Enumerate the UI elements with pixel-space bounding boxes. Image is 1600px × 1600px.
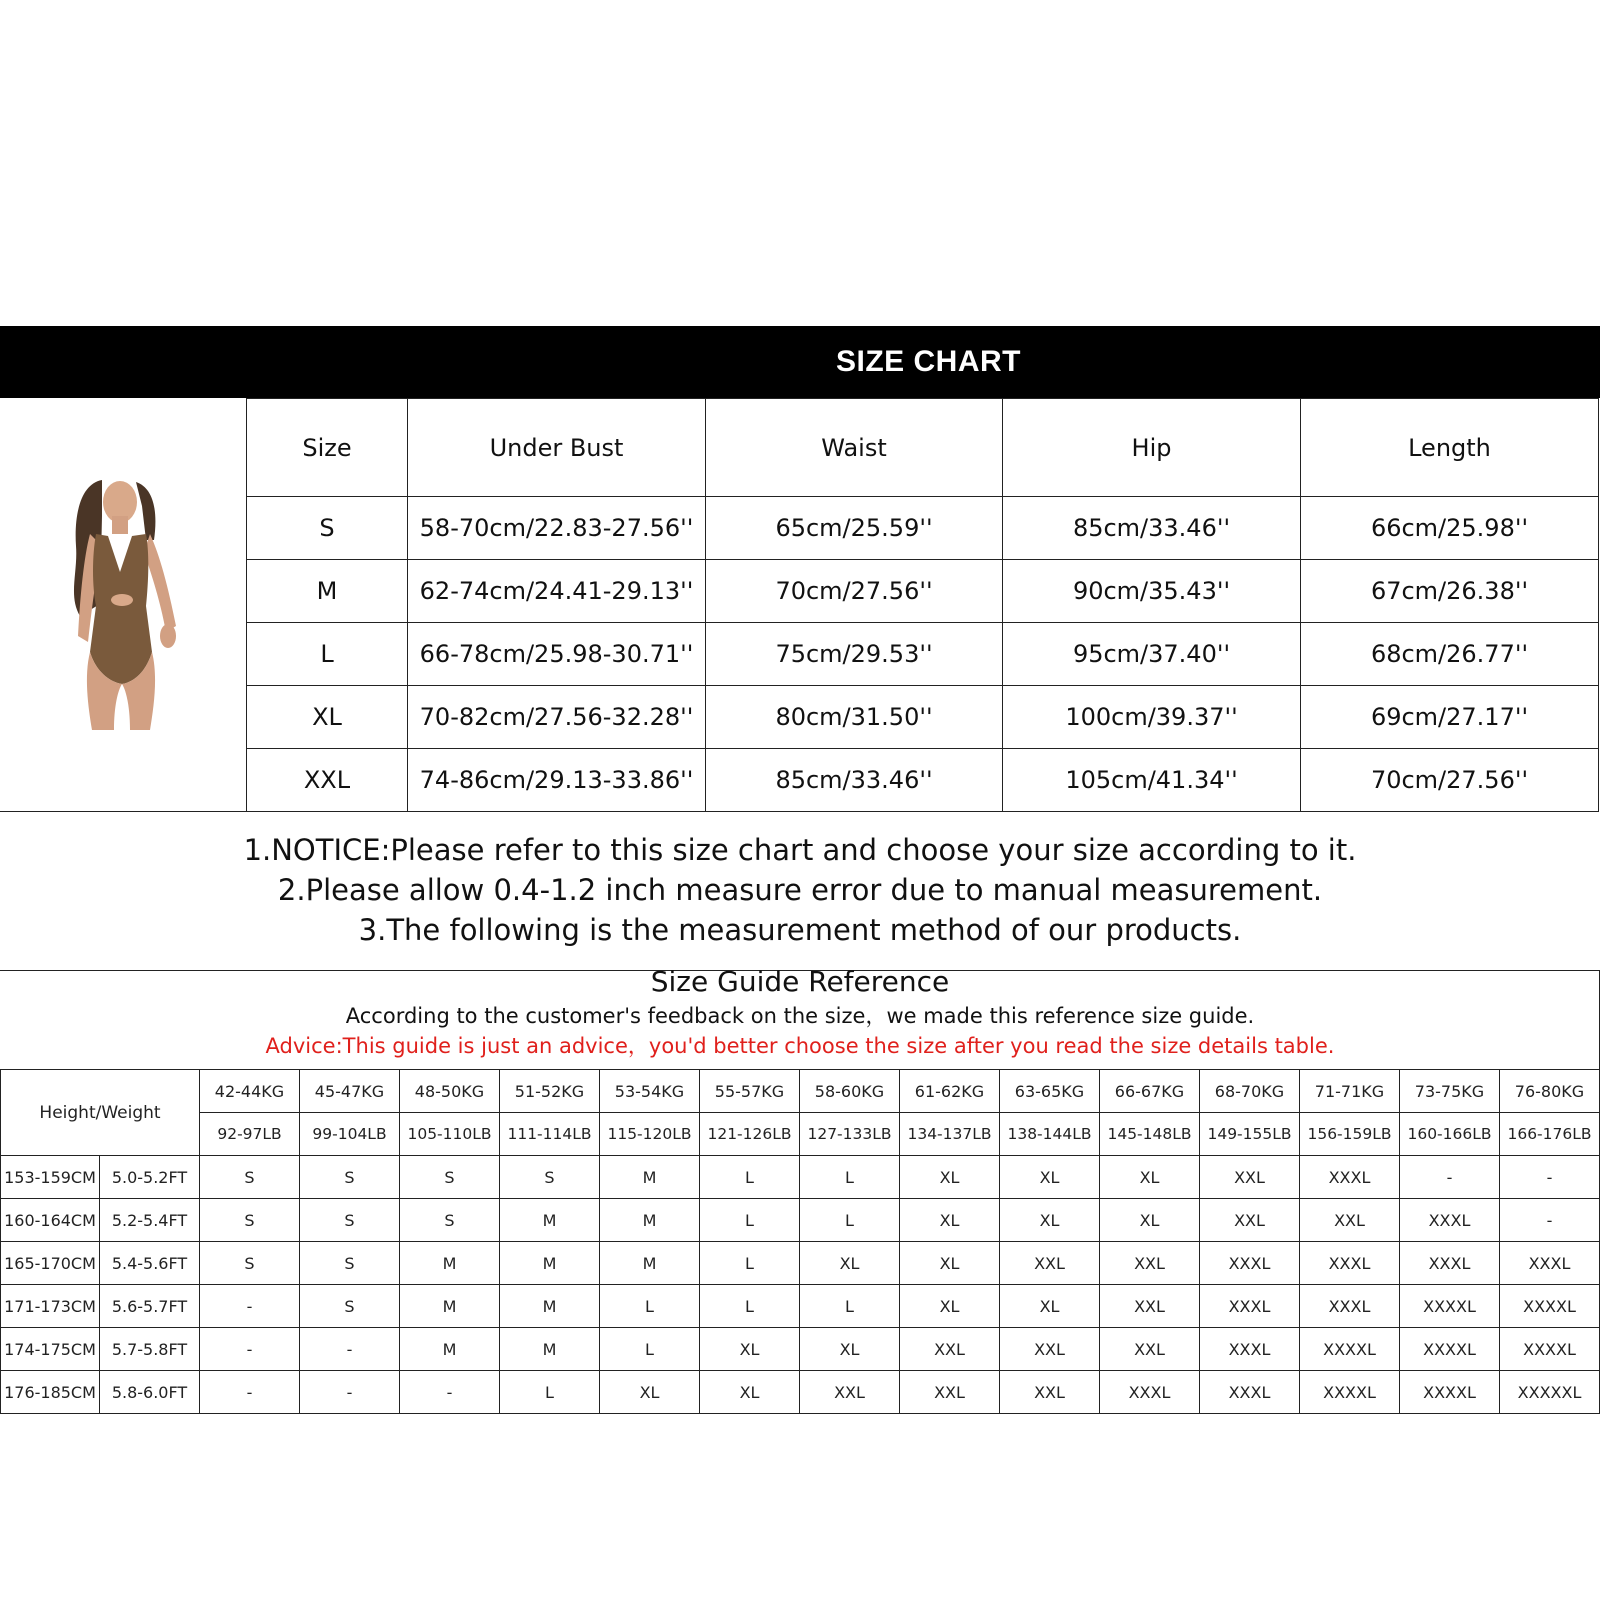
recommended-size-cell: M — [600, 1199, 700, 1242]
height-cm-cell: 174-175CM — [1, 1328, 100, 1371]
recommended-size-cell: S — [200, 1156, 300, 1199]
weight-lb-header: 160-166LB — [1400, 1113, 1500, 1156]
weight-lb-header: 156-159LB — [1300, 1113, 1400, 1156]
header-under-bust: Under Bust — [408, 399, 706, 497]
banner-title: SIZE CHART — [836, 345, 1021, 378]
weight-lb-header: 166-176LB — [1500, 1113, 1600, 1156]
recommended-size-cell: XXXL — [1200, 1285, 1300, 1328]
recommended-size-cell: XL — [1100, 1156, 1200, 1199]
recommended-size-cell: XXXL — [1200, 1242, 1300, 1285]
recommended-size-cell: - — [200, 1285, 300, 1328]
recommended-size-cell: XL — [1100, 1199, 1200, 1242]
under-bust-cell: 70-82cm/27.56-32.28'' — [408, 686, 706, 749]
recommended-size-cell: S — [400, 1199, 500, 1242]
size-cell: L — [247, 623, 408, 686]
weight-lb-header: 115-120LB — [600, 1113, 700, 1156]
recommended-size-cell: L — [800, 1156, 900, 1199]
length-cell: 68cm/26.77'' — [1301, 623, 1599, 686]
recommended-size-cell: XXXL — [1300, 1156, 1400, 1199]
recommended-size-cell: XL — [700, 1328, 800, 1371]
recommended-size-cell: XXL — [1000, 1371, 1100, 1414]
recommended-size-cell: XXXL — [1200, 1328, 1300, 1371]
recommended-size-cell: XXL — [800, 1371, 900, 1414]
waist-cell: 65cm/25.59'' — [706, 497, 1003, 560]
weight-lb-header: 134-137LB — [900, 1113, 1000, 1156]
length-cell: 67cm/26.38'' — [1301, 560, 1599, 623]
weight-kg-header: 45-47KG — [300, 1070, 400, 1113]
weight-lb-header: 121-126LB — [700, 1113, 800, 1156]
size-row — [247, 560, 1599, 623]
guide-subtitle: According to the customer's feedback on the size，we made this reference size guide. — [345, 1004, 1255, 1028]
weight-kg-header: 66-67KG — [1100, 1070, 1200, 1113]
recommended-size-cell: S — [200, 1199, 300, 1242]
waist-cell: 70cm/27.56'' — [706, 560, 1003, 623]
guide-kg-row — [1, 1070, 1600, 1113]
size-cell: M — [247, 560, 408, 623]
size-cell: S — [247, 497, 408, 560]
recommended-size-cell: XXXL — [1500, 1242, 1600, 1285]
recommended-size-cell: XXL — [900, 1371, 1000, 1414]
recommended-size-cell: XXXXL — [1500, 1285, 1600, 1328]
height-cm-cell: 176-185CM — [1, 1371, 100, 1414]
size-measurement-table — [246, 398, 1599, 812]
recommended-size-cell: - — [300, 1371, 400, 1414]
recommended-size-cell: XXL — [1000, 1328, 1100, 1371]
recommended-size-cell: - — [1400, 1156, 1500, 1199]
weight-kg-header: 51-52KG — [500, 1070, 600, 1113]
recommended-size-cell: M — [400, 1285, 500, 1328]
hip-cell: 90cm/35.43'' — [1003, 560, 1301, 623]
recommended-size-cell: XXL — [1100, 1242, 1200, 1285]
weight-lb-header: 105-110LB — [400, 1113, 500, 1156]
guide-row — [1, 1371, 1600, 1414]
recommended-size-cell: XL — [900, 1242, 1000, 1285]
recommended-size-cell: XL — [800, 1242, 900, 1285]
under-bust-cell: 66-78cm/25.98-30.71'' — [408, 623, 706, 686]
recommended-size-cell: XL — [1000, 1285, 1100, 1328]
guide-row — [1, 1199, 1600, 1242]
waist-cell: 80cm/31.50'' — [706, 686, 1003, 749]
notice-line: 2.Please allow 0.4-1.2 inch measure error due to manual measurement. — [277, 873, 1323, 907]
recommended-size-cell: M — [600, 1156, 700, 1199]
length-cell: 70cm/27.56'' — [1301, 749, 1599, 812]
height-weight-label: Height/Weight — [1, 1070, 200, 1156]
recommended-size-cell: XXL — [1100, 1328, 1200, 1371]
recommended-size-cell: L — [600, 1328, 700, 1371]
recommended-size-cell: XL — [1000, 1199, 1100, 1242]
recommended-size-cell: XXXL — [1100, 1371, 1200, 1414]
recommended-size-cell: XXL — [1000, 1242, 1100, 1285]
header-length: Length — [1301, 399, 1599, 497]
guide-row — [1, 1156, 1600, 1199]
size-row — [247, 623, 1599, 686]
weight-kg-header: 76-80KG — [1500, 1070, 1600, 1113]
recommended-size-cell: XXXL — [1300, 1285, 1400, 1328]
recommended-size-cell: S — [500, 1156, 600, 1199]
guide-row — [1, 1328, 1600, 1371]
size-cell: XXL — [247, 749, 408, 812]
recommended-size-cell: XXXL — [1400, 1199, 1500, 1242]
recommended-size-cell: S — [300, 1285, 400, 1328]
recommended-size-cell: L — [700, 1242, 800, 1285]
recommended-size-cell: S — [300, 1156, 400, 1199]
size-row — [247, 749, 1599, 812]
guide-title: Size Guide Reference — [650, 965, 950, 998]
recommended-size-cell: M — [400, 1328, 500, 1371]
height-cm-cell: 165-170CM — [1, 1242, 100, 1285]
recommended-size-cell: M — [500, 1199, 600, 1242]
frame-divider — [0, 811, 246, 812]
height-ft-cell: 5.4-5.6FT — [100, 1242, 200, 1285]
recommended-size-cell: XXXXL — [1300, 1328, 1400, 1371]
recommended-size-cell: M — [400, 1242, 500, 1285]
recommended-size-cell: L — [800, 1285, 900, 1328]
recommended-size-cell: XXXL — [1300, 1242, 1400, 1285]
recommended-size-cell: XL — [600, 1371, 700, 1414]
weight-kg-header: 73-75KG — [1400, 1070, 1500, 1113]
recommended-size-cell: - — [1500, 1199, 1600, 1242]
recommended-size-cell: S — [300, 1242, 400, 1285]
recommended-size-cell: - — [1500, 1156, 1600, 1199]
hip-cell: 85cm/33.46'' — [1003, 497, 1301, 560]
waist-cell: 85cm/33.46'' — [706, 749, 1003, 812]
recommended-size-cell: XL — [900, 1285, 1000, 1328]
recommended-size-cell: XL — [900, 1156, 1000, 1199]
under-bust-cell: 62-74cm/24.41-29.13'' — [408, 560, 706, 623]
weight-kg-header: 58-60KG — [800, 1070, 900, 1113]
recommended-size-cell: XXXXXL — [1500, 1371, 1600, 1414]
recommended-size-cell: XXXL — [1200, 1371, 1300, 1414]
weight-lb-header: 111-114LB — [500, 1113, 600, 1156]
notice-line: 3.The following is the measurement method of our products. — [358, 913, 1242, 947]
weight-lb-header: 127-133LB — [800, 1113, 900, 1156]
recommended-size-cell: L — [800, 1199, 900, 1242]
recommended-size-cell: XL — [700, 1371, 800, 1414]
recommended-size-cell: XXXXL — [1500, 1328, 1600, 1371]
height-ft-cell: 5.8-6.0FT — [100, 1371, 200, 1414]
recommended-size-cell: XXXXL — [1400, 1285, 1500, 1328]
recommended-size-cell: - — [400, 1371, 500, 1414]
recommended-size-cell: M — [500, 1242, 600, 1285]
size-row — [247, 497, 1599, 560]
height-ft-cell: 5.6-5.7FT — [100, 1285, 200, 1328]
recommended-size-cell: L — [700, 1285, 800, 1328]
notice-line: 1.NOTICE:Please refer to this size chart and choose your size according to it. — [243, 833, 1357, 867]
height-cm-cell: 160-164CM — [1, 1199, 100, 1242]
recommended-size-cell: L — [700, 1199, 800, 1242]
hip-cell: 100cm/39.37'' — [1003, 686, 1301, 749]
recommended-size-cell: L — [700, 1156, 800, 1199]
hip-cell: 95cm/37.40'' — [1003, 623, 1301, 686]
recommended-size-cell: XXXL — [1400, 1242, 1500, 1285]
weight-kg-header: 55-57KG — [700, 1070, 800, 1113]
guide-advice: Advice:This guide is just an advice，you'd better choose the size after you read the size details table. — [265, 1034, 1335, 1058]
weight-kg-header: 61-62KG — [900, 1070, 1000, 1113]
weight-kg-header: 63-65KG — [1000, 1070, 1100, 1113]
size-chart-banner — [0, 326, 1600, 398]
weight-lb-header: 92-97LB — [200, 1113, 300, 1156]
guide-row — [1, 1242, 1600, 1285]
guide-row — [1, 1285, 1600, 1328]
recommended-size-cell: L — [600, 1285, 700, 1328]
recommended-size-cell: M — [500, 1285, 600, 1328]
size-row — [247, 686, 1599, 749]
model-photo — [50, 476, 190, 730]
weight-lb-header: 138-144LB — [1000, 1113, 1100, 1156]
recommended-size-cell: - — [200, 1371, 300, 1414]
size-guide-table — [0, 1069, 1600, 1414]
waist-cell: 75cm/29.53'' — [706, 623, 1003, 686]
weight-lb-header: 145-148LB — [1100, 1113, 1200, 1156]
header-hip: Hip — [1003, 399, 1301, 497]
weight-kg-header: 68-70KG — [1200, 1070, 1300, 1113]
under-bust-cell: 58-70cm/22.83-27.56'' — [408, 497, 706, 560]
header-size: Size — [247, 399, 408, 497]
recommended-size-cell: XXL — [1100, 1285, 1200, 1328]
weight-kg-header: 53-54KG — [600, 1070, 700, 1113]
header-waist: Waist — [706, 399, 1003, 497]
weight-kg-header: 48-50KG — [400, 1070, 500, 1113]
notice-list — [0, 830, 1600, 950]
recommended-size-cell: M — [600, 1242, 700, 1285]
height-ft-cell: 5.2-5.4FT — [100, 1199, 200, 1242]
recommended-size-cell: XL — [900, 1199, 1000, 1242]
recommended-size-cell: XXXXL — [1400, 1328, 1500, 1371]
weight-kg-header: 71-71KG — [1300, 1070, 1400, 1113]
weight-kg-header: 42-44KG — [200, 1070, 300, 1113]
recommended-size-cell: S — [300, 1199, 400, 1242]
length-cell: 69cm/27.17'' — [1301, 686, 1599, 749]
recommended-size-cell: XXL — [1300, 1199, 1400, 1242]
under-bust-cell: 74-86cm/29.13-33.86'' — [408, 749, 706, 812]
weight-lb-header: 149-155LB — [1200, 1113, 1300, 1156]
length-cell: 66cm/25.98'' — [1301, 497, 1599, 560]
recommended-size-cell: XL — [800, 1328, 900, 1371]
recommended-size-cell: - — [300, 1328, 400, 1371]
hip-cell: 105cm/41.34'' — [1003, 749, 1301, 812]
recommended-size-cell: S — [400, 1156, 500, 1199]
recommended-size-cell: L — [500, 1371, 600, 1414]
weight-lb-header: 99-104LB — [300, 1113, 400, 1156]
recommended-size-cell: XXL — [1200, 1199, 1300, 1242]
recommended-size-cell: XL — [1000, 1156, 1100, 1199]
recommended-size-cell: - — [200, 1328, 300, 1371]
height-ft-cell: 5.7-5.8FT — [100, 1328, 200, 1371]
recommended-size-cell: XXL — [1200, 1156, 1300, 1199]
recommended-size-cell: XXL — [900, 1328, 1000, 1371]
height-cm-cell: 153-159CM — [1, 1156, 100, 1199]
recommended-size-cell: XXXXL — [1400, 1371, 1500, 1414]
height-ft-cell: 5.0-5.2FT — [100, 1156, 200, 1199]
recommended-size-cell: M — [500, 1328, 600, 1371]
recommended-size-cell: XXXXL — [1300, 1371, 1400, 1414]
recommended-size-cell: S — [200, 1242, 300, 1285]
size-table-header-row — [247, 399, 1599, 497]
size-cell: XL — [247, 686, 408, 749]
guide-lb-row — [1, 1113, 1600, 1156]
height-cm-cell: 171-173CM — [1, 1285, 100, 1328]
